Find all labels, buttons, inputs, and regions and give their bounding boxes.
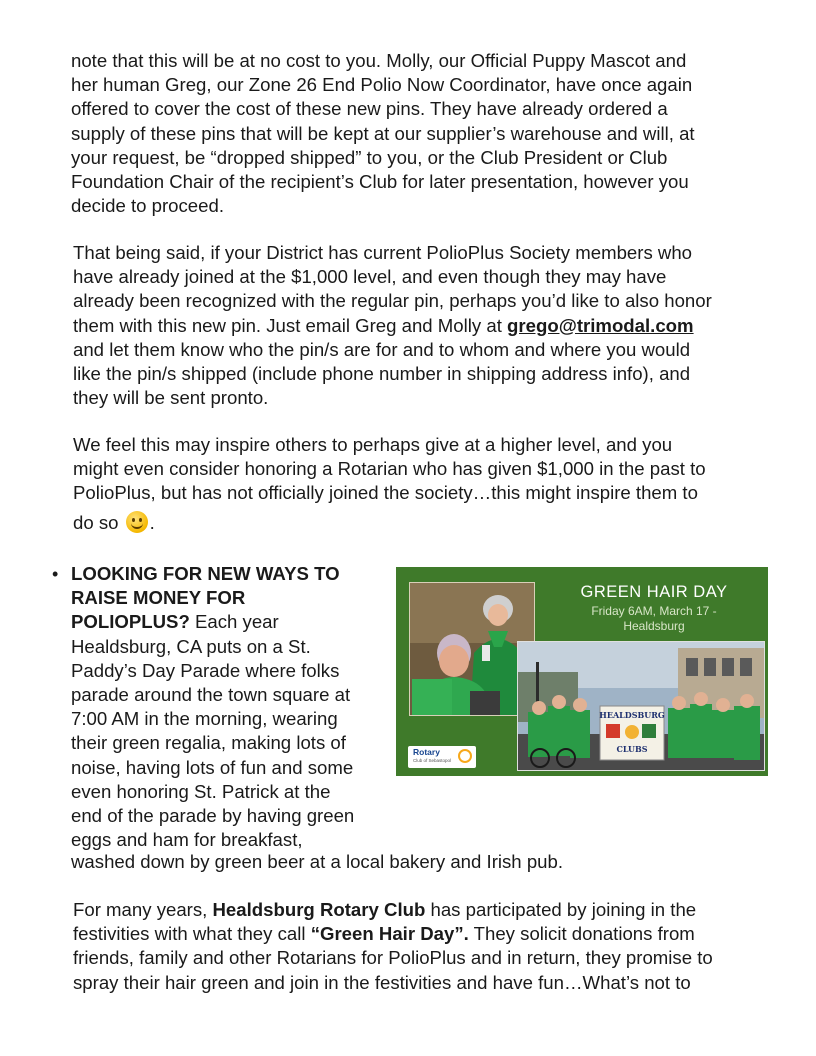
text-line: have already joined at the $1,000 level, and even though they may have	[73, 266, 667, 288]
text-line: her human Greg, our Zone 26 End Polio Now Coordinator, have once again	[71, 74, 693, 96]
rotary-logo-club: Club of Sebastopol	[413, 758, 452, 763]
paragraph-inspire	[73, 433, 773, 535]
text-line: they will be sent pronto.	[73, 387, 269, 409]
flyer-title: GREEN HAIR DAY	[580, 583, 728, 601]
text-line: like the pin/s shipped (include phone number in shipping address info), and	[73, 363, 691, 385]
club-name: Healdsburg Rotary Club	[212, 899, 426, 920]
text-line: decide to proceed.	[71, 195, 224, 217]
text-line: supply of these pins that will be kept at our supplier’s warehouse and will, at	[71, 122, 695, 144]
text-line: eggs and ham for breakfast,	[71, 829, 303, 851]
text-line: Paddy’s Day Parade where folks	[71, 659, 340, 681]
paragraph-cost-note	[71, 49, 771, 218]
text-line: friends, family and other Rotarians for PolioPlus and in return, they promise to	[73, 947, 713, 969]
paragraph-healdsburg-club	[73, 898, 773, 995]
smiley-emoji-icon	[126, 511, 148, 533]
text-fragment: Each year	[189, 611, 279, 633]
flyer-date: Friday 6AM, March 17 -	[591, 604, 717, 618]
text-fragment: them with this new pin. Just email Greg and Molly at	[73, 314, 508, 336]
flyer-location: Healdsburg	[623, 619, 685, 633]
text-fragment: For many years,	[73, 899, 213, 920]
bullet-marker: •	[52, 564, 59, 584]
text-fragment: They solicit donations from	[468, 923, 695, 945]
text-line: spray their hair green and join in the festivities and have fun…What’s not to	[73, 971, 691, 993]
bullet-heading: LOOKING FOR NEW WAYS TO	[71, 563, 340, 584]
text-line: noise, having lots of fun and some	[71, 756, 354, 778]
hair-spray-photo-illustration	[410, 583, 534, 715]
text-line: We feel this may inspire others to perhaps give at a higher level, and you	[73, 434, 673, 455]
text-fragment: .	[149, 511, 155, 533]
text-line: already been recognized with the regular pin, perhaps you’d like to also honor	[73, 290, 712, 312]
text-line: end of the parade by having green	[71, 805, 355, 827]
green-hair-day-flyer	[396, 567, 768, 776]
email-link[interactable]: grego@trimodal.com	[507, 314, 694, 336]
text-line: note that this will be at no cost to you. Molly, our Official Puppy Mascot and	[71, 50, 687, 71]
text-line: Healdsburg, CA puts on a St.	[71, 635, 311, 657]
rotary-wheel-icon	[458, 749, 472, 763]
text-fragment: has participated by joining in the	[425, 899, 697, 920]
banner-subtitle: CLUBS	[616, 744, 648, 754]
text-line: might even consider honoring a Rotarian who has given $1,000 in the past to	[73, 458, 706, 480]
text-fragment: do so	[73, 511, 124, 533]
rotary-logo	[408, 746, 476, 768]
parade-group-photo	[517, 641, 765, 771]
text-line: your request, be “dropped shipped” to you, or the Club President or Club	[71, 146, 668, 168]
text-line	[73, 898, 773, 922]
text-line	[73, 314, 773, 338]
event-name: “Green Hair Day”.	[310, 923, 469, 945]
paragraph-honor-members	[73, 241, 773, 410]
bullet-heading: RAISE MONEY FOR	[71, 587, 246, 609]
text-line	[73, 922, 773, 946]
text-line: Foundation Chair of the recipient’s Club for later presentation, however you	[71, 171, 689, 193]
text-line: 7:00 AM in the morning, wearing	[71, 708, 338, 730]
text-line: PolioPlus, but has not officially joined the society…this might inspire them to	[73, 482, 698, 504]
bullet-tail-line: washed down by green beer at a local bakery and Irish pub.	[71, 851, 564, 872]
text-line	[71, 610, 391, 634]
text-line: That being said, if your District has current PolioPlus Society members who	[73, 242, 693, 263]
parade-group-photo-illustration	[518, 642, 764, 770]
text-line: parade around the town square at	[71, 684, 351, 706]
flyer-subtitle	[554, 604, 754, 634]
rotary-logo-name: Rotary	[413, 747, 440, 757]
text-line: even honoring St. Patrick at the	[71, 780, 331, 802]
bullet-paragraph	[71, 562, 391, 852]
text-line	[73, 511, 773, 535]
text-line: offered to cover the cost of these new pins. They have already ordered a	[71, 98, 668, 120]
bullet-heading: POLIOPLUS?	[71, 611, 190, 633]
text-fragment: festivities with what they call	[73, 923, 311, 945]
text-line: and let them know who the pin/s are for and to whom and where you would	[73, 338, 691, 360]
banner-title: HEALDSBURG	[599, 710, 665, 720]
text-line: their green regalia, making lots of	[71, 732, 346, 754]
